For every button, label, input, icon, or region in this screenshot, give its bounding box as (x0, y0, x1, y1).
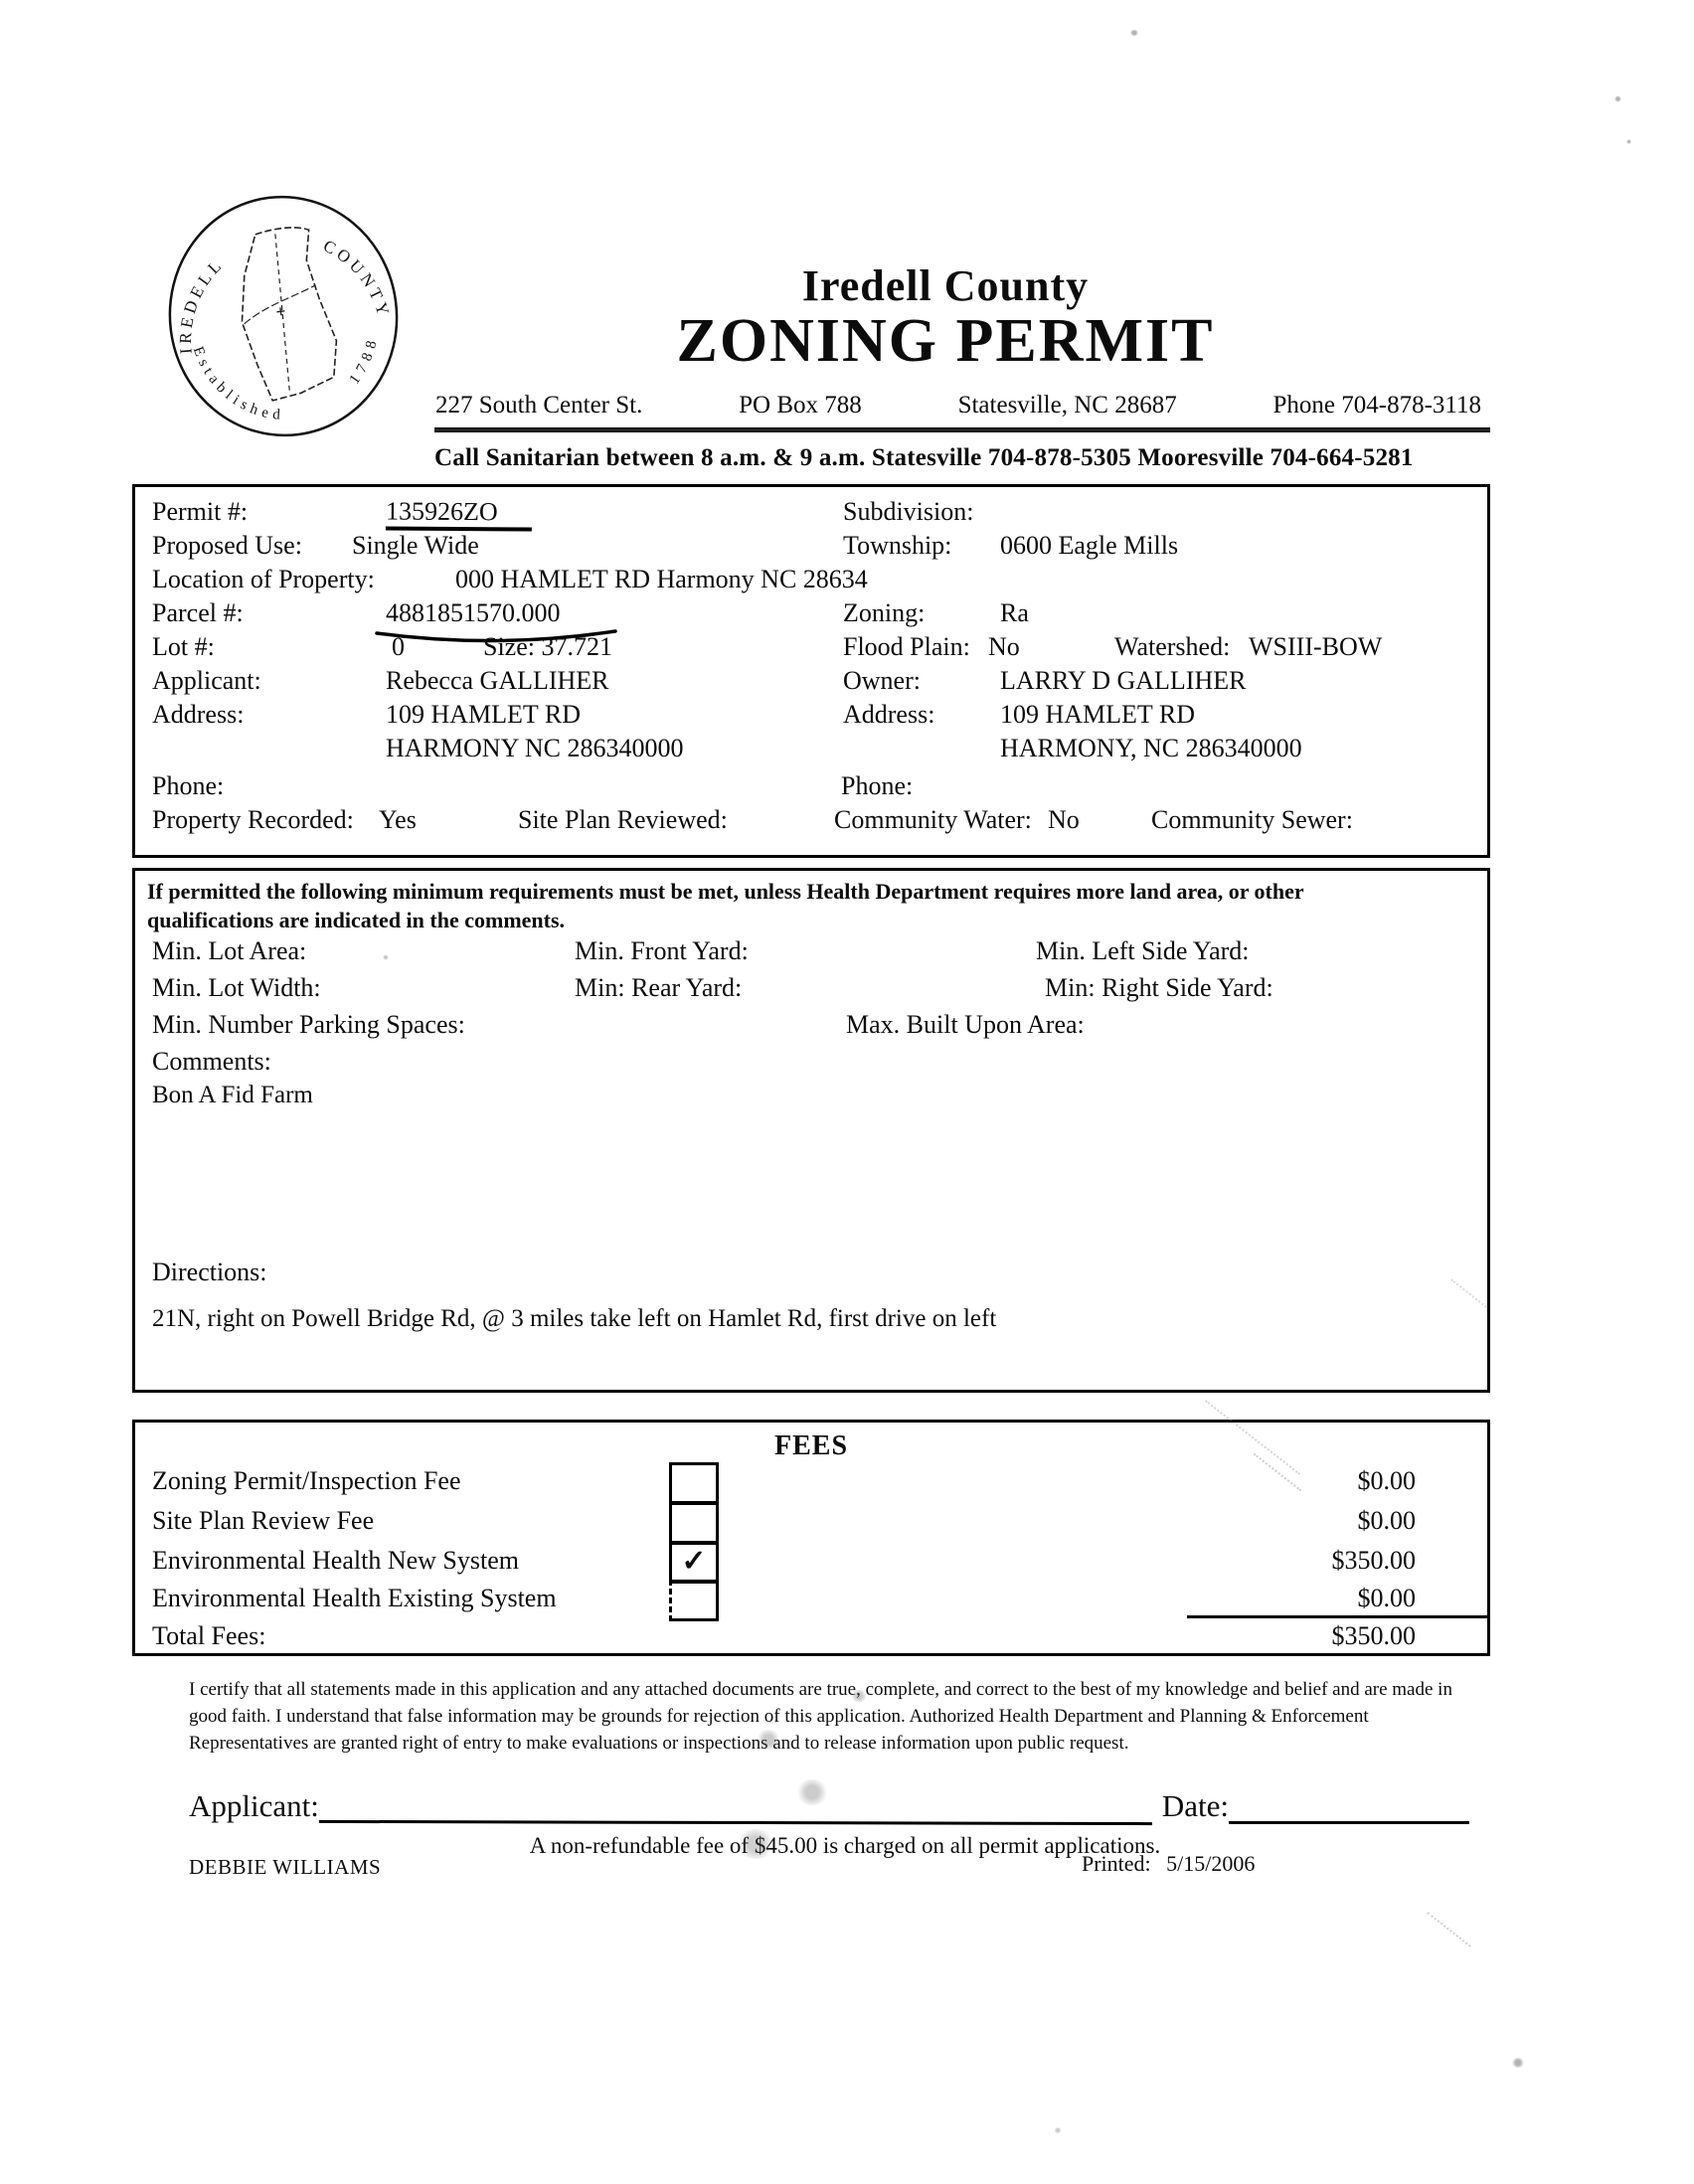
fee-env-new-checkbox-checked (669, 1542, 719, 1584)
watershed-value: WSIII-BOW (1249, 632, 1383, 661)
community-sewer-label: Community Sewer: (1151, 805, 1353, 834)
directions-label-row (135, 1258, 1487, 1291)
applicant-owner-row (135, 666, 1487, 700)
proposed-use-label: Proposed Use: (152, 531, 302, 560)
seal-text-1788: 1788 (346, 333, 382, 388)
owner-label: Owner: (843, 666, 921, 695)
applicant-signature-label: Applicant: (189, 1788, 319, 1823)
nonrefundable-fee-note: A non-refundable fee of $45.00 is charged on all permit applications. (529, 1833, 1161, 1858)
svg-text:IREDELL (165, 252, 238, 355)
location-label: Location of Property: (152, 565, 375, 593)
fee-row-env-new (135, 1546, 1487, 1580)
permit-row (135, 497, 1487, 531)
comments-label: Comments: (152, 1047, 271, 1076)
office-address-line (435, 392, 1481, 420)
applicant-address-label: Address: (152, 700, 245, 729)
scan-speck (1129, 30, 1139, 36)
fee-env-existing-amount: $0.00 (1357, 1584, 1416, 1612)
applicant-address-line2: HARMONY NC 286340000 (386, 734, 684, 762)
comments-value-row (135, 1082, 1487, 1115)
fees-title: FEES (773, 1430, 849, 1461)
fee-env-new-label: Environmental Health New System (152, 1546, 519, 1575)
size-value: Size: 37.721 (483, 632, 612, 661)
owner-address-line1: 109 HAMLET RD (1000, 700, 1195, 729)
svg-text:COUNTY (318, 230, 394, 327)
proposed-use-row (135, 531, 1487, 565)
applicant-label: Applicant: (152, 666, 261, 695)
total-separator-line (1187, 1615, 1487, 1618)
county-seal-graphic (162, 192, 405, 440)
prepared-by-name: DEBBIE WILLIAMS (189, 1855, 382, 1879)
min-right-side-yard-label: Min: Right Side Yard: (1045, 973, 1273, 1002)
comments-value: Bon A Fid Farm (152, 1082, 313, 1108)
flood-plain-value: No (988, 632, 1020, 661)
proposed-use-value: Single Wide (352, 531, 479, 560)
scan-smudge (756, 1730, 781, 1750)
flood-plain-label: Flood Plain: (843, 632, 970, 661)
requirements-row-3 (135, 1010, 1487, 1044)
lot-row (135, 632, 1487, 666)
scan-speck (1614, 95, 1621, 102)
fee-env-new-amount: $350.00 (1331, 1546, 1416, 1575)
directions-value: 21N, right on Powell Bridge Rd, @ 3 miles take left on Hamlet Rd, first drive on left (152, 1305, 997, 1332)
sanitarian-note: Call Sanitarian between 8 a.m. & 9 a.m. Statesville 704-878-5305 Mooresville 704-664-5281 (434, 444, 1414, 471)
fee-siteplan-label: Site Plan Review Fee (152, 1506, 375, 1535)
subdivision-label: Subdivision: (843, 497, 974, 526)
address-row2 (135, 734, 1487, 767)
permit-number-label: Permit #: (152, 497, 249, 526)
parcel-row (135, 598, 1487, 632)
applicant-phone-label: Phone: (152, 771, 225, 800)
office-street: 227 South Center St. (435, 392, 643, 419)
phone-row (135, 771, 1487, 805)
recorded-row (135, 805, 1487, 839)
header-divider (434, 427, 1490, 432)
directions-value-row (135, 1305, 1487, 1339)
date-label: Date: (1161, 1788, 1229, 1823)
fee-siteplan-amount: $0.00 (1357, 1506, 1416, 1535)
certification-text: I certify that all statements made in this application and any attached documents are true, complete, and correct to the best of my knowledge and belief and are made in good faith. I understand that false information may be grounds for rejection of this application. Authorized Health Department and Planning & Enforcement Representatives are granted right of entry to make evaluations or inspections and to release information upon public request. (189, 1679, 1452, 1754)
signature-row (189, 1787, 1481, 1824)
permit-info-box (132, 484, 1490, 858)
scan-speck (383, 954, 389, 960)
location-row (135, 565, 1487, 598)
site-plan-reviewed-label: Site Plan Reviewed: (518, 805, 728, 834)
scan-speck (1626, 139, 1631, 144)
scan-smudge (795, 1779, 829, 1805)
min-rear-yard-label: Min: Rear Yard: (575, 973, 743, 1002)
requirements-row-2 (135, 973, 1487, 1007)
zoning-value: Ra (1000, 598, 1029, 627)
total-fees-label: Total Fees: (152, 1621, 266, 1650)
fee-row-siteplan (135, 1506, 1487, 1540)
county-seal (162, 192, 405, 440)
property-recorded-label: Property Recorded: (152, 805, 354, 834)
township-value: 0600 Eagle Mills (1000, 531, 1179, 560)
seal-text-county: COUNTY (320, 236, 395, 322)
zoning-label: Zoning: (843, 598, 926, 627)
parcel-value: 4881851570.000 (386, 598, 561, 627)
min-left-side-yard-label: Min. Left Side Yard: (1036, 936, 1250, 965)
owner-value: LARRY D GALLIHER (1000, 666, 1247, 695)
total-fees-row (135, 1621, 1487, 1655)
min-parking-label: Min. Number Parking Spaces: (152, 1010, 465, 1039)
seal-text-iredell: IREDELL (175, 253, 228, 355)
office-phone: Phone 704-878-3118 (1272, 392, 1481, 419)
fees-box (132, 1420, 1490, 1656)
requirements-row-1 (135, 936, 1487, 970)
min-lot-area-label: Min. Lot Area: (152, 936, 307, 965)
owner-phone-label: Phone: (841, 771, 914, 800)
fee-row-zoning (135, 1466, 1487, 1500)
fee-zoning-amount: $0.00 (1357, 1466, 1416, 1495)
svg-text:Established (189, 336, 287, 434)
directions-label: Directions: (152, 1258, 267, 1286)
parcel-label: Parcel #: (152, 598, 244, 627)
comments-label-row (135, 1047, 1487, 1081)
office-city-state: Statesville, NC 28687 (957, 392, 1177, 419)
printed-value: 5/15/2006 (1166, 1851, 1256, 1876)
scan-smudge (736, 1829, 775, 1859)
owner-address-label: Address: (843, 700, 935, 729)
fee-zoning-checkbox (669, 1462, 719, 1504)
owner-address-line2: HARMONY, NC 286340000 (1000, 734, 1302, 762)
permit-number-value: 135926ZO (386, 496, 532, 531)
requirements-intro: If permitted the following minimum requirements must be met, unless Health Department requires more land area, or other qualifications are indicated in the comments. (147, 879, 1304, 932)
min-lot-width-label: Min. Lot Width: (152, 973, 321, 1002)
location-value: 000 HAMLET RD Harmony NC 28634 (455, 565, 868, 593)
watershed-label: Watershed: (1114, 632, 1231, 661)
fee-zoning-label: Zoning Permit/Inspection Fee (152, 1466, 461, 1495)
township-label: Township: (843, 531, 952, 560)
scan-speck (1511, 2058, 1525, 2068)
total-fees-amount: $350.00 (1331, 1621, 1416, 1650)
office-po-box: PO Box 788 (739, 392, 862, 419)
fee-env-existing-label: Environmental Health Existing System (152, 1584, 557, 1612)
scan-smudge (1427, 1912, 1471, 1946)
checkmark-icon: ✓ (681, 1545, 707, 1578)
page-title: ZONING PERMIT (676, 307, 1215, 375)
community-water-value: No (1048, 805, 1080, 834)
max-built-upon-label: Max. Built Upon Area: (846, 1010, 1085, 1039)
fee-siteplan-checkbox (669, 1502, 719, 1544)
fee-env-existing-checkbox (669, 1580, 719, 1621)
seal-text-established: Established (189, 344, 286, 424)
printed-date (1082, 1851, 1255, 1877)
applicant-value: Rebecca GALLIHER (386, 666, 609, 695)
property-recorded-value: Yes (379, 805, 417, 834)
lot-label: Lot #: (152, 632, 215, 661)
date-line (1229, 1787, 1469, 1824)
printed-label: Printed: (1082, 1851, 1151, 1876)
community-water-label: Community Water: (834, 805, 1032, 834)
scan-speck (1054, 2127, 1062, 2133)
applicant-signature-line (319, 1786, 1152, 1825)
fee-row-env-existing (135, 1584, 1487, 1617)
scan-smudge (850, 1690, 868, 1702)
county-name-title: Iredell County (801, 261, 1090, 310)
lot-value: 0 (392, 632, 405, 661)
min-front-yard-label: Min. Front Yard: (575, 936, 749, 965)
requirements-box (132, 868, 1490, 1393)
applicant-address-line1: 109 HAMLET RD (386, 700, 581, 729)
address-row (135, 700, 1487, 734)
